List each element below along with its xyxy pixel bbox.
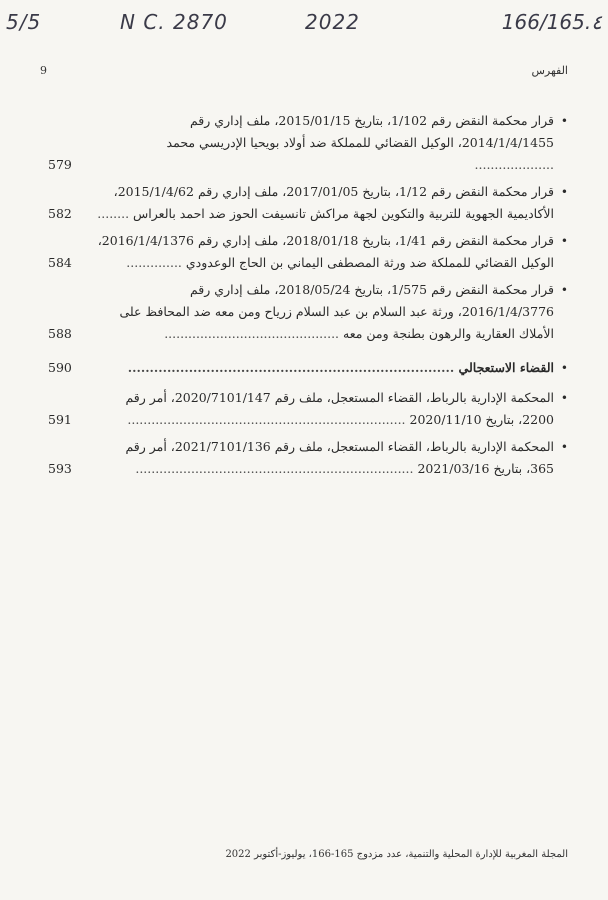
dot-leader: .............. xyxy=(126,255,186,270)
toc-entry-text xyxy=(98,233,554,270)
toc-entry-page: 591 xyxy=(48,412,72,427)
section-title: الفهرس xyxy=(531,64,568,77)
dot-leader: ...................................................................... xyxy=(135,461,418,476)
toc-entry-title: القضاء الاستعجالي xyxy=(458,360,554,375)
toc-entry-title: قرار محكمة النقض رقم 1/41، بتاريخ 2018/01/18، ملف إداري رقم 2016/1/4/1376، الوكيل القضائي للمملكة ضد ورثة المصطفى اليماني بن الحاج الوعدودي xyxy=(97,233,554,270)
table-of-contents xyxy=(40,110,568,485)
toc-entry-page: 579 xyxy=(48,157,72,172)
toc-entry xyxy=(40,181,568,225)
dot-leader: ...................................................................... xyxy=(127,412,410,427)
toc-entry xyxy=(40,110,568,176)
toc-entry-text xyxy=(97,184,554,221)
toc-entry-text xyxy=(167,113,554,172)
toc-section-heading xyxy=(40,357,568,379)
toc-entry xyxy=(40,279,568,345)
dot-leader: .................... xyxy=(474,157,554,172)
toc-entry-text xyxy=(128,360,554,375)
toc-entry-text xyxy=(120,282,555,341)
handwritten-reference-number: N C. 2870 xyxy=(120,10,228,34)
toc-entry-title: المحكمة الإدارية بالرباط، القضاء المستعجل، ملف رقم 2021/7101/136، أمر رقم 365، بتاريخ 2021/03/16 xyxy=(125,439,554,476)
dot-leader: ........................................................................... xyxy=(127,360,459,375)
toc-entry-page: 593 xyxy=(48,461,72,476)
toc-entry xyxy=(40,436,568,480)
handwritten-issue-number: 166/165.٤ xyxy=(501,10,602,34)
handwritten-mark-left: 5/5 xyxy=(6,10,42,34)
toc-entry xyxy=(40,230,568,274)
toc-entry-title: قرار محكمة النقض رقم 1/12، بتاريخ 2017/01/05، ملف إداري رقم 2015/1/4/62، الأكاديمية الجهوية للتربية والتكوين لجهة مراكش تانسيفت الحوز ضد احمد بالعراس xyxy=(113,184,554,221)
toc-entry-title: قرار محكمة النقض رقم 1/575، بتاريخ 2018/05/24، ملف إداري رقم 2016/1/4/3776، ورثة عبد السلام بن عبد السلام زرياح ومن معه ضد المحافظ على الأملاك العقارية والرهون بطنجة ومن معه xyxy=(119,282,554,341)
toc-entry-title: قرار محكمة النقض رقم 1/102، بتاريخ 2015/01/15، ملف إداري رقم 2014/1/4/1455، الوكيل القضائي للمملكة ضد أولاد بويحيا الإدريسي محمد xyxy=(166,113,554,150)
toc-entry xyxy=(40,387,568,431)
toc-entry-title: المحكمة الإدارية بالرباط، القضاء المستعجل، ملف رقم 2020/7101/147، أمر رقم 2200، بتاريخ 2020/11/10 xyxy=(125,390,554,427)
dot-leader: ............................................ xyxy=(164,326,344,341)
dot-leader: ........ xyxy=(97,206,134,221)
toc-entry-page: 584 xyxy=(48,255,72,270)
toc-entry-page: 590 xyxy=(48,360,72,375)
toc-entry-text xyxy=(125,390,554,427)
toc-entry-page: 582 xyxy=(48,206,72,221)
page-number: 9 xyxy=(40,64,47,77)
handwritten-year: 2022 xyxy=(305,10,360,34)
journal-footer: المجلة المغربية للإدارة المحلية والتنمية، عدد مزدوج 165-166، يوليوز-أكتوبر 2022 xyxy=(225,849,568,860)
toc-entry-page: 588 xyxy=(48,326,72,341)
toc-entry-text xyxy=(125,439,554,476)
